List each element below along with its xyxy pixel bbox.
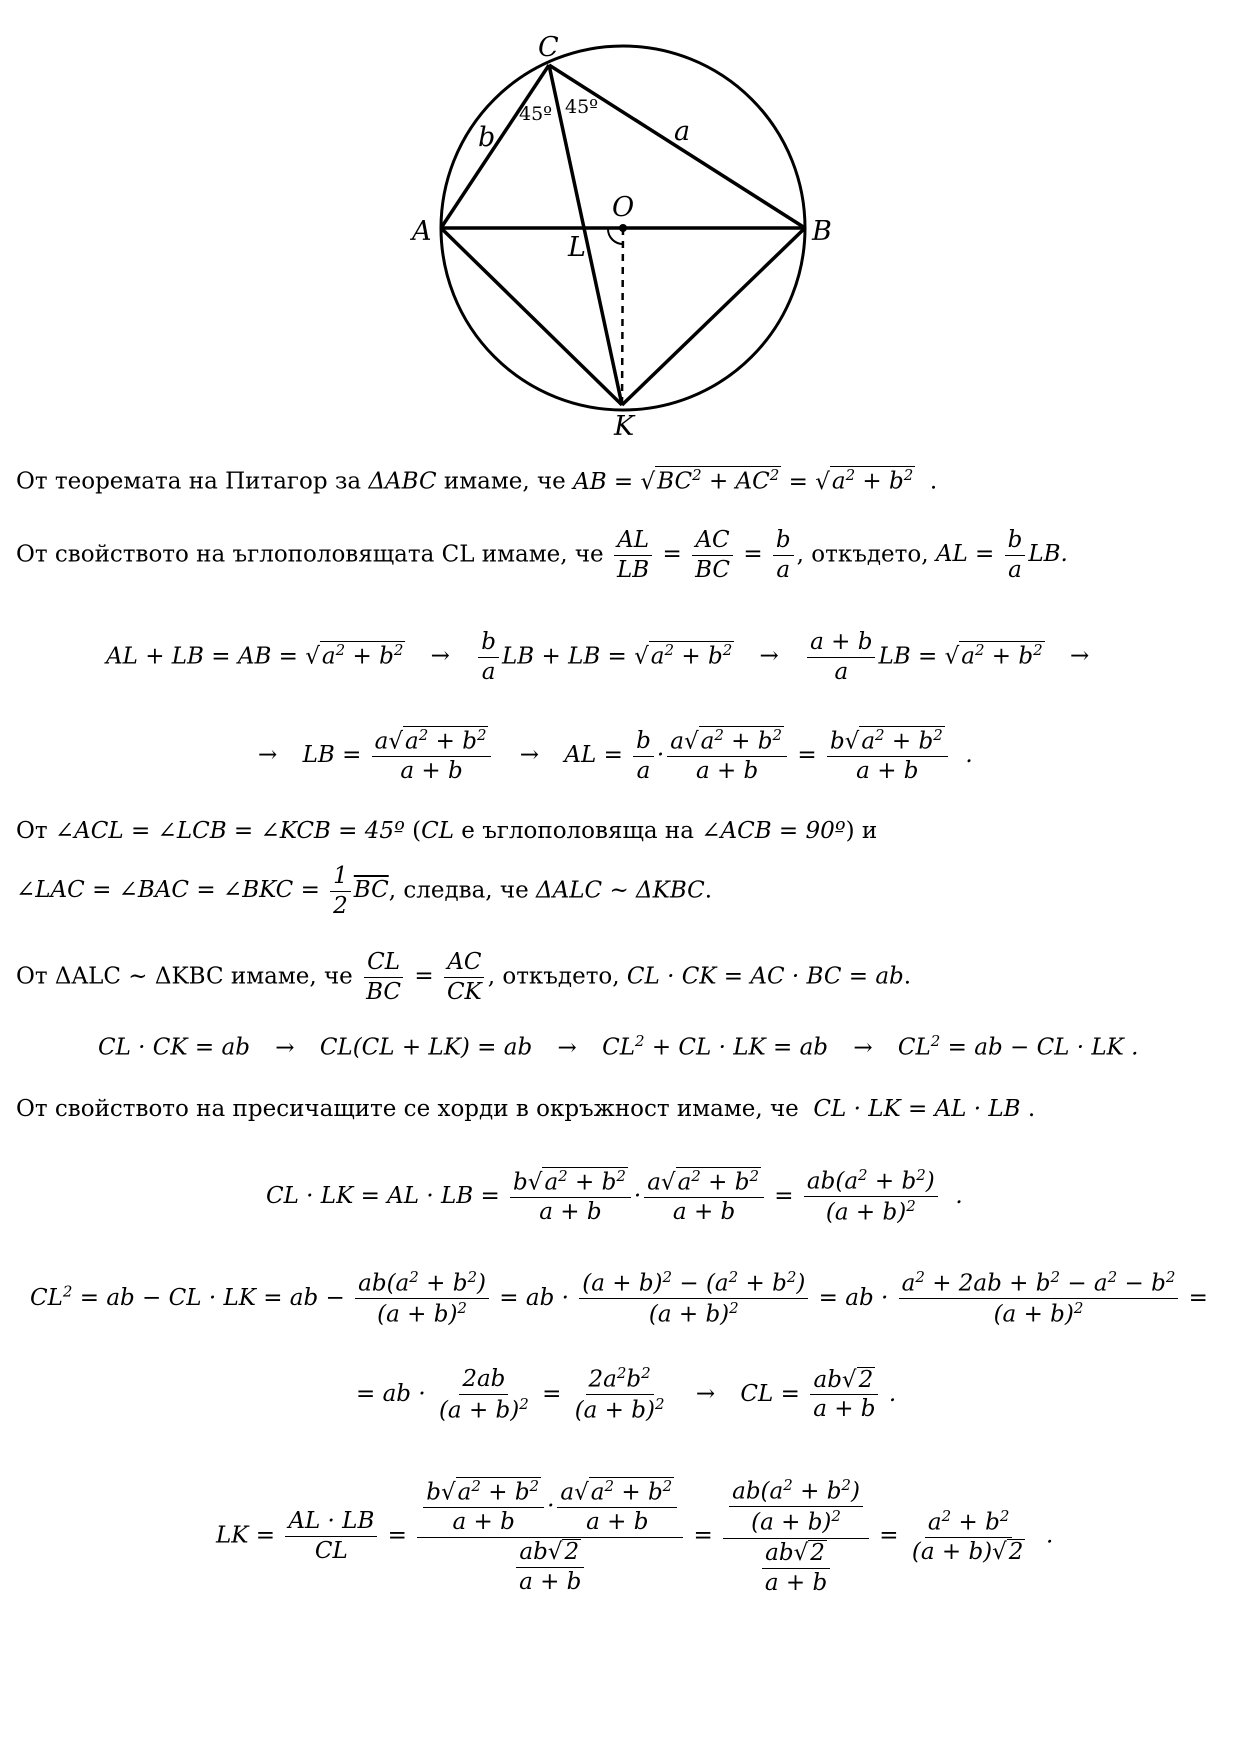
equation-6: = ab · $\frac{2ab}{(a + b)^2}$ = $\frac{2a^2b^2}{(a + b)^2}$ → CL = $\frac{ab√2}{a + b}$ . — [356, 1364, 897, 1425]
label-side-b: b — [478, 122, 496, 153]
chords-line: От свойството на пресичащите се хорди в окръжност имаме, че CL · LK = AL · LB . — [16, 1096, 1036, 1122]
label-side-a: a — [674, 116, 691, 147]
segment-ok — [622, 228, 623, 405]
label-k: K — [614, 411, 635, 442]
bisector-line: От свойството на ъглополовящата CL имаме, че $\frac{AL}{LB}$ = $\frac{AC}{BC}$ = $\frac{b}{a}$ , откъдето, AL = $\frac{b}{a}$ LB. — [16, 527, 1068, 583]
angles-line-1: От ∠ACL = ∠LCB = ∠KCB = 45º (CL е ъглополовяща на ∠ACB = 90º) и — [16, 818, 878, 844]
bisector-intro: От свойството на ъглополовящата CL имаме, че — [16, 541, 604, 568]
equation-1: AL + LB = AB = $√a^2 + b^2$ → $\frac{b}{a}$ LB + LB = $√a^2 + b^2$ → $\frac{a + b}{a}$ LB = $√a^2 + b^2$ → — [106, 629, 1090, 685]
center-point — [619, 224, 627, 232]
pythagoras-line: От теоремата на Питагор за ΔABC имаме, че AB = $√BC^2 + AC^2 = √a^2 + b^2$ . — [16, 466, 938, 495]
label-angle-2: 45º — [565, 96, 599, 118]
label-c: C — [538, 32, 559, 63]
angles-line-2: ∠LAC = ∠BAC = ∠BKC = $\frac{1}{2}$ $\overline{BC}$, следва, че ΔALC ~ ΔKBC. — [16, 863, 713, 919]
label-a: A — [412, 216, 432, 247]
label-l: L — [568, 232, 586, 263]
equation-3: CL · CK = ab → CL(CL + LK) = ab → $CL^2$ + CL · LK = ab → $CL^2$ = ab − CL · LK . — [98, 1032, 1139, 1061]
side-ak — [441, 228, 622, 405]
equation-7: LK = $\frac{AL \cdot LB}{CL}$ = $\frac{b√a^2 + b^2}{a + b}$ · $\frac{a√a^2 + b^2}{a + b}$ $\frac{ab√2}{a + b}$ = $\frac{\frac{ab(a^2 + b^2)}{(a + b)^2}}{\frac{ab√2}{a + b}}$ = $\frac{a^2 + b^2}{(a + b)√2}$ . — [216, 1476, 1054, 1596]
side-bk — [622, 228, 805, 405]
geometry-figure — [0, 0, 1240, 460]
similar-line: От ΔALC ~ ΔKBC имаме, че $\frac{CL}{BC}$ = $\frac{AC}{CK}$ , откъдето, CL · CK = AC · BC = ab. — [16, 949, 912, 1005]
equation-4: CL · LK = AL · LB = $\frac{b√a^2 + b^2}{a + b}$ · $\frac{a√a^2 + b^2}{a + b}$ = $\frac{ab(a^2 + b^2)}{(a + b)^2}$ . — [266, 1166, 963, 1227]
label-b: B — [812, 216, 832, 247]
label-angle-1: 45º — [519, 103, 553, 125]
similar-intro: От ΔALC ~ ΔKBC имаме, че — [16, 963, 353, 990]
equation-2: → LB = $\frac{a√a^2 + b^2}{a + b}$ → AL = $\frac{b}{a}$ · $\frac{a√a^2 + b^2}{a + b}$ = $\frac{b√a^2 + b^2}{a + b}$ . — [258, 726, 973, 785]
label-o: O — [612, 192, 635, 223]
equation-5: $CL^2$ = ab − CL · LK = ab − $\frac{ab(a^2 + b^2)}{(a + b)^2}$ = ab · $\frac{(a + b)^2 - (a^2 + b^2)}{(a + b)^2}$ = ab · $\frac{a^2 + 2ab + b^2 - a^2 - b^2}{(a + b)^2}$ = — [30, 1268, 1208, 1329]
